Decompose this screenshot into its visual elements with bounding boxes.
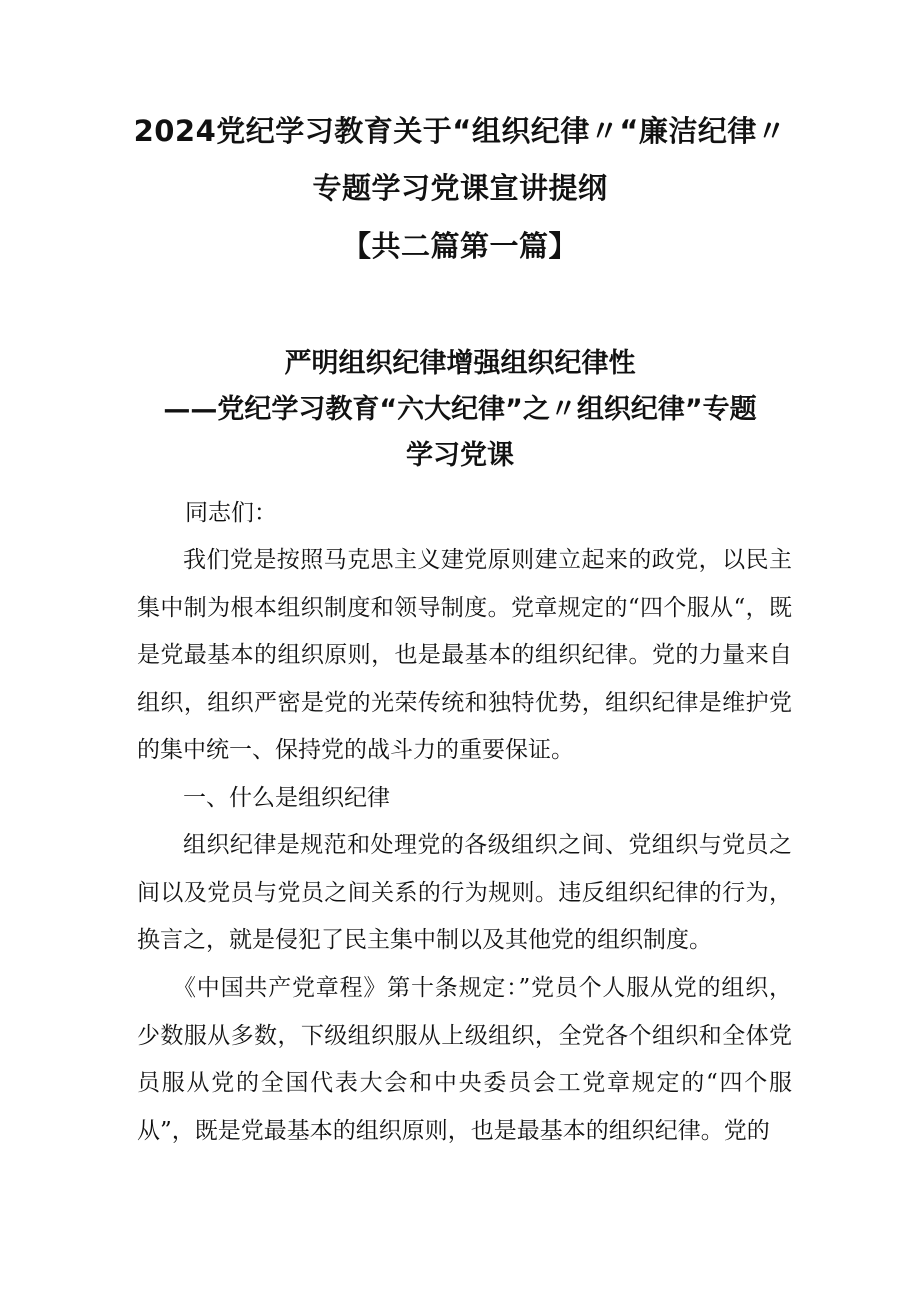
document-title-line-1: 2024党纪学习教育关于“组织纪律〃“廉洁纪律〃 bbox=[133, 114, 787, 148]
document-title-line-3: 【共二篇第一篇】 bbox=[341, 229, 578, 263]
subtitle-line-1: 严明组织纪律增强组织纪律性 bbox=[284, 348, 636, 379]
document-title-line-2: 专题学习党课宣讲提纲 bbox=[312, 171, 608, 205]
subtitle-line-3: 学习党课 bbox=[406, 440, 514, 471]
paragraph-3: 《中国共产党章程》第十条规定：”党员个人服从党的组织，少数服从多数，下级组织服从上级组织，全党各个组织和全体党员服从党的全国代表大会和中央委员会工党章规定的“四个服从”，既是党最基本的组织原则，也是最基本的组织纪律。党的 bbox=[137, 975, 792, 1144]
subtitle-line-2: ——党纪学习教育“六大纪律”之〃组织纪律”专题 bbox=[163, 394, 757, 425]
paragraph-1: 我们党是按照马克思主义建党原则建立起来的政党，以民主集中制为根本组织制度和领导制度。党章规定的“四个服从“，既是党最基本的组织原则，也是最基本的组织纪律。党的力量来自组织，组织严密是党的光荣传统和独特优势，组织纪律是维护党的集中统一、保持党的战斗力的重要保证。 bbox=[137, 547, 792, 763]
section-heading-1: 一、什么是组织纪律 bbox=[183, 785, 390, 811]
greeting: 同志们： bbox=[185, 500, 277, 526]
paragraph-2: 组织纪律是规范和处理党的各级组织之间、党组织与党员之间以及党员与党员之间关系的行为规则。违反组织纪律的行为，换言之，就是侵犯了民主集中制以及其他党的组织制度。 bbox=[137, 832, 792, 953]
